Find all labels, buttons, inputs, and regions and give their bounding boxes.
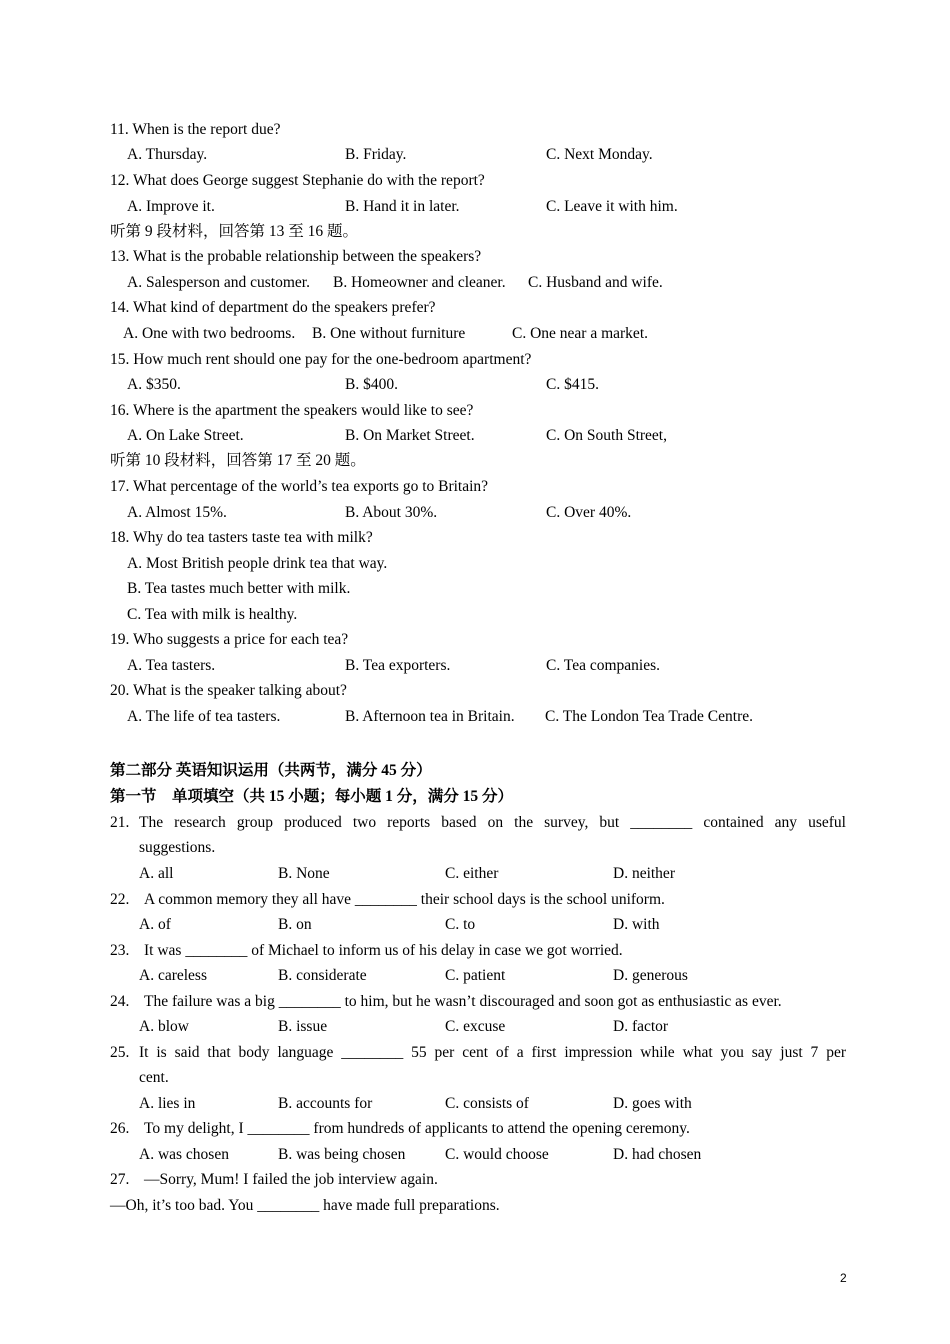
page-number: 2 — [840, 1271, 847, 1285]
option-b: B. issue — [278, 1018, 328, 1035]
option-b: B. Tea tastes much better with milk. — [127, 580, 351, 597]
question-number: 23. — [110, 942, 130, 959]
option-b: B. on — [278, 916, 312, 933]
option-b: B. Tea exporters. — [345, 657, 451, 674]
option-a: A. Most British people drink tea that way. — [127, 555, 388, 572]
option-a: A. Almost 15%. — [127, 504, 227, 521]
question-number: 21. — [110, 814, 130, 831]
option-a: A. was chosen — [139, 1146, 229, 1163]
option-b: B. $400. — [345, 376, 398, 393]
option-c: C. Next Monday. — [546, 146, 653, 163]
option-c: C. patient — [445, 967, 506, 984]
option-b: B. considerate — [278, 967, 367, 984]
option-c: C. $415. — [546, 376, 599, 393]
option-a: A. Tea tasters. — [127, 657, 216, 674]
option-c: C. to — [445, 916, 476, 933]
dialogue-reply: —Oh, it’s too bad. You ________ have made full preparations. — [110, 1197, 500, 1214]
option-a: A. Improve it. — [127, 198, 215, 215]
listening-instruction: 听第 10 段材料，回答第 17 至 20 题。 — [110, 452, 366, 469]
option-a: A. all — [139, 865, 174, 882]
option-a: A. Salesperson and customer. — [127, 274, 310, 291]
option-c: C. excuse — [445, 1018, 506, 1035]
option-a: A. of — [139, 916, 171, 933]
option-c: C. Husband and wife. — [528, 274, 663, 291]
question-number: 22. — [110, 891, 130, 908]
question-stem: 13. What is the probable relationship between the speakers? — [110, 248, 482, 265]
question-stem: 16. Where is the apartment the speakers would like to see? — [110, 402, 474, 419]
option-c: C. consists of — [445, 1095, 529, 1112]
option-b: B. One without furniture — [312, 325, 466, 342]
option-a: A. careless — [139, 967, 207, 984]
listening-instruction: 听第 9 段材料，回答第 13 至 16 题。 — [110, 223, 359, 240]
question-stem: 20. What is the speaker talking about? — [110, 682, 347, 699]
option-b: B. Friday. — [345, 146, 407, 163]
option-b: B. accounts for — [278, 1095, 373, 1112]
question-stem: —Sorry, Mum! I failed the job interview again. — [144, 1171, 438, 1188]
option-c: C. would choose — [445, 1146, 549, 1163]
question-number: 24. — [110, 993, 130, 1010]
option-b: B. Homeowner and cleaner. — [333, 274, 506, 291]
question-stem: A common memory they all have ________ their school days is the school uniform. — [144, 891, 665, 908]
option-b: B. None — [278, 865, 330, 882]
option-d: D. generous — [613, 967, 688, 984]
question-stem: The failure was a big ________ to him, but he wasn’t discouraged and soon got as enthusiastic as ever. — [144, 993, 782, 1010]
question-number: 25. — [110, 1044, 130, 1061]
question-stem: 18. Why do tea tasters taste tea with milk? — [110, 529, 373, 546]
option-d: D. factor — [613, 1018, 669, 1035]
question-stem: 11. When is the report due? — [110, 121, 281, 138]
option-c: C. Over 40%. — [546, 504, 632, 521]
option-a: A. blow — [139, 1018, 189, 1035]
option-c: C. Leave it with him. — [546, 198, 678, 215]
question-stem: 15. How much rent should one pay for the one-bedroom apartment? — [110, 351, 532, 368]
option-b: B. was being chosen — [278, 1146, 406, 1163]
option-c: C. On South Street, — [546, 427, 667, 444]
option-b: B. Hand it in later. — [345, 198, 460, 215]
question-number: 26. — [110, 1120, 130, 1137]
option-d: D. goes with — [613, 1095, 692, 1112]
option-a: A. The life of tea tasters. — [127, 708, 281, 725]
question-stem: To my delight, I ________ from hundreds of applicants to attend the opening ceremony. — [144, 1120, 690, 1137]
option-d: D. neither — [613, 865, 675, 882]
question-stem: 19. Who suggests a price for each tea? — [110, 631, 349, 648]
question-stem: It is said that body language ________ 55 per cent of a first impression while what you say just 7 per — [139, 1044, 846, 1061]
option-c: C. One near a market. — [512, 325, 648, 342]
option-a: A. Thursday. — [127, 146, 208, 163]
option-a: A. $350. — [127, 376, 181, 393]
question-stem-continued: suggestions. — [139, 839, 216, 856]
question-stem: 12. What does George suggest Stephanie do with the report? — [110, 172, 485, 189]
option-b: B. About 30%. — [345, 504, 438, 521]
option-b: B. On Market Street. — [345, 427, 475, 444]
option-d: D. with — [613, 916, 660, 933]
option-a: A. One with two bedrooms. — [123, 325, 296, 342]
option-d: D. had chosen — [613, 1146, 702, 1163]
option-b: B. Afternoon tea in Britain. — [345, 708, 515, 725]
option-a: A. On Lake Street. — [127, 427, 244, 444]
option-c: C. either — [445, 865, 499, 882]
question-stem: It was ________ of Michael to inform us of his delay in case we got worried. — [144, 942, 623, 959]
option-c: C. Tea companies. — [546, 657, 660, 674]
option-c: C. Tea with milk is healthy. — [127, 606, 298, 623]
question-stem: 17. What percentage of the world’s tea exports go to Britain? — [110, 478, 489, 495]
question-number: 27. — [110, 1171, 130, 1188]
question-stem-continued: cent. — [139, 1069, 169, 1086]
option-a: A. lies in — [139, 1095, 196, 1112]
option-c: C. The London Tea Trade Centre. — [545, 708, 753, 725]
section-heading: 第一节 单项填空（共 15 小题；每小题 1 分，满分 15 分） — [110, 788, 514, 805]
question-stem: 14. What kind of department do the speakers prefer? — [110, 299, 436, 316]
question-stem: The research group produced two reports based on the survey, but ________ contained any useful — [139, 814, 846, 831]
part-heading: 第二部分 英语知识运用（共两节，满分 45 分） — [110, 762, 432, 779]
